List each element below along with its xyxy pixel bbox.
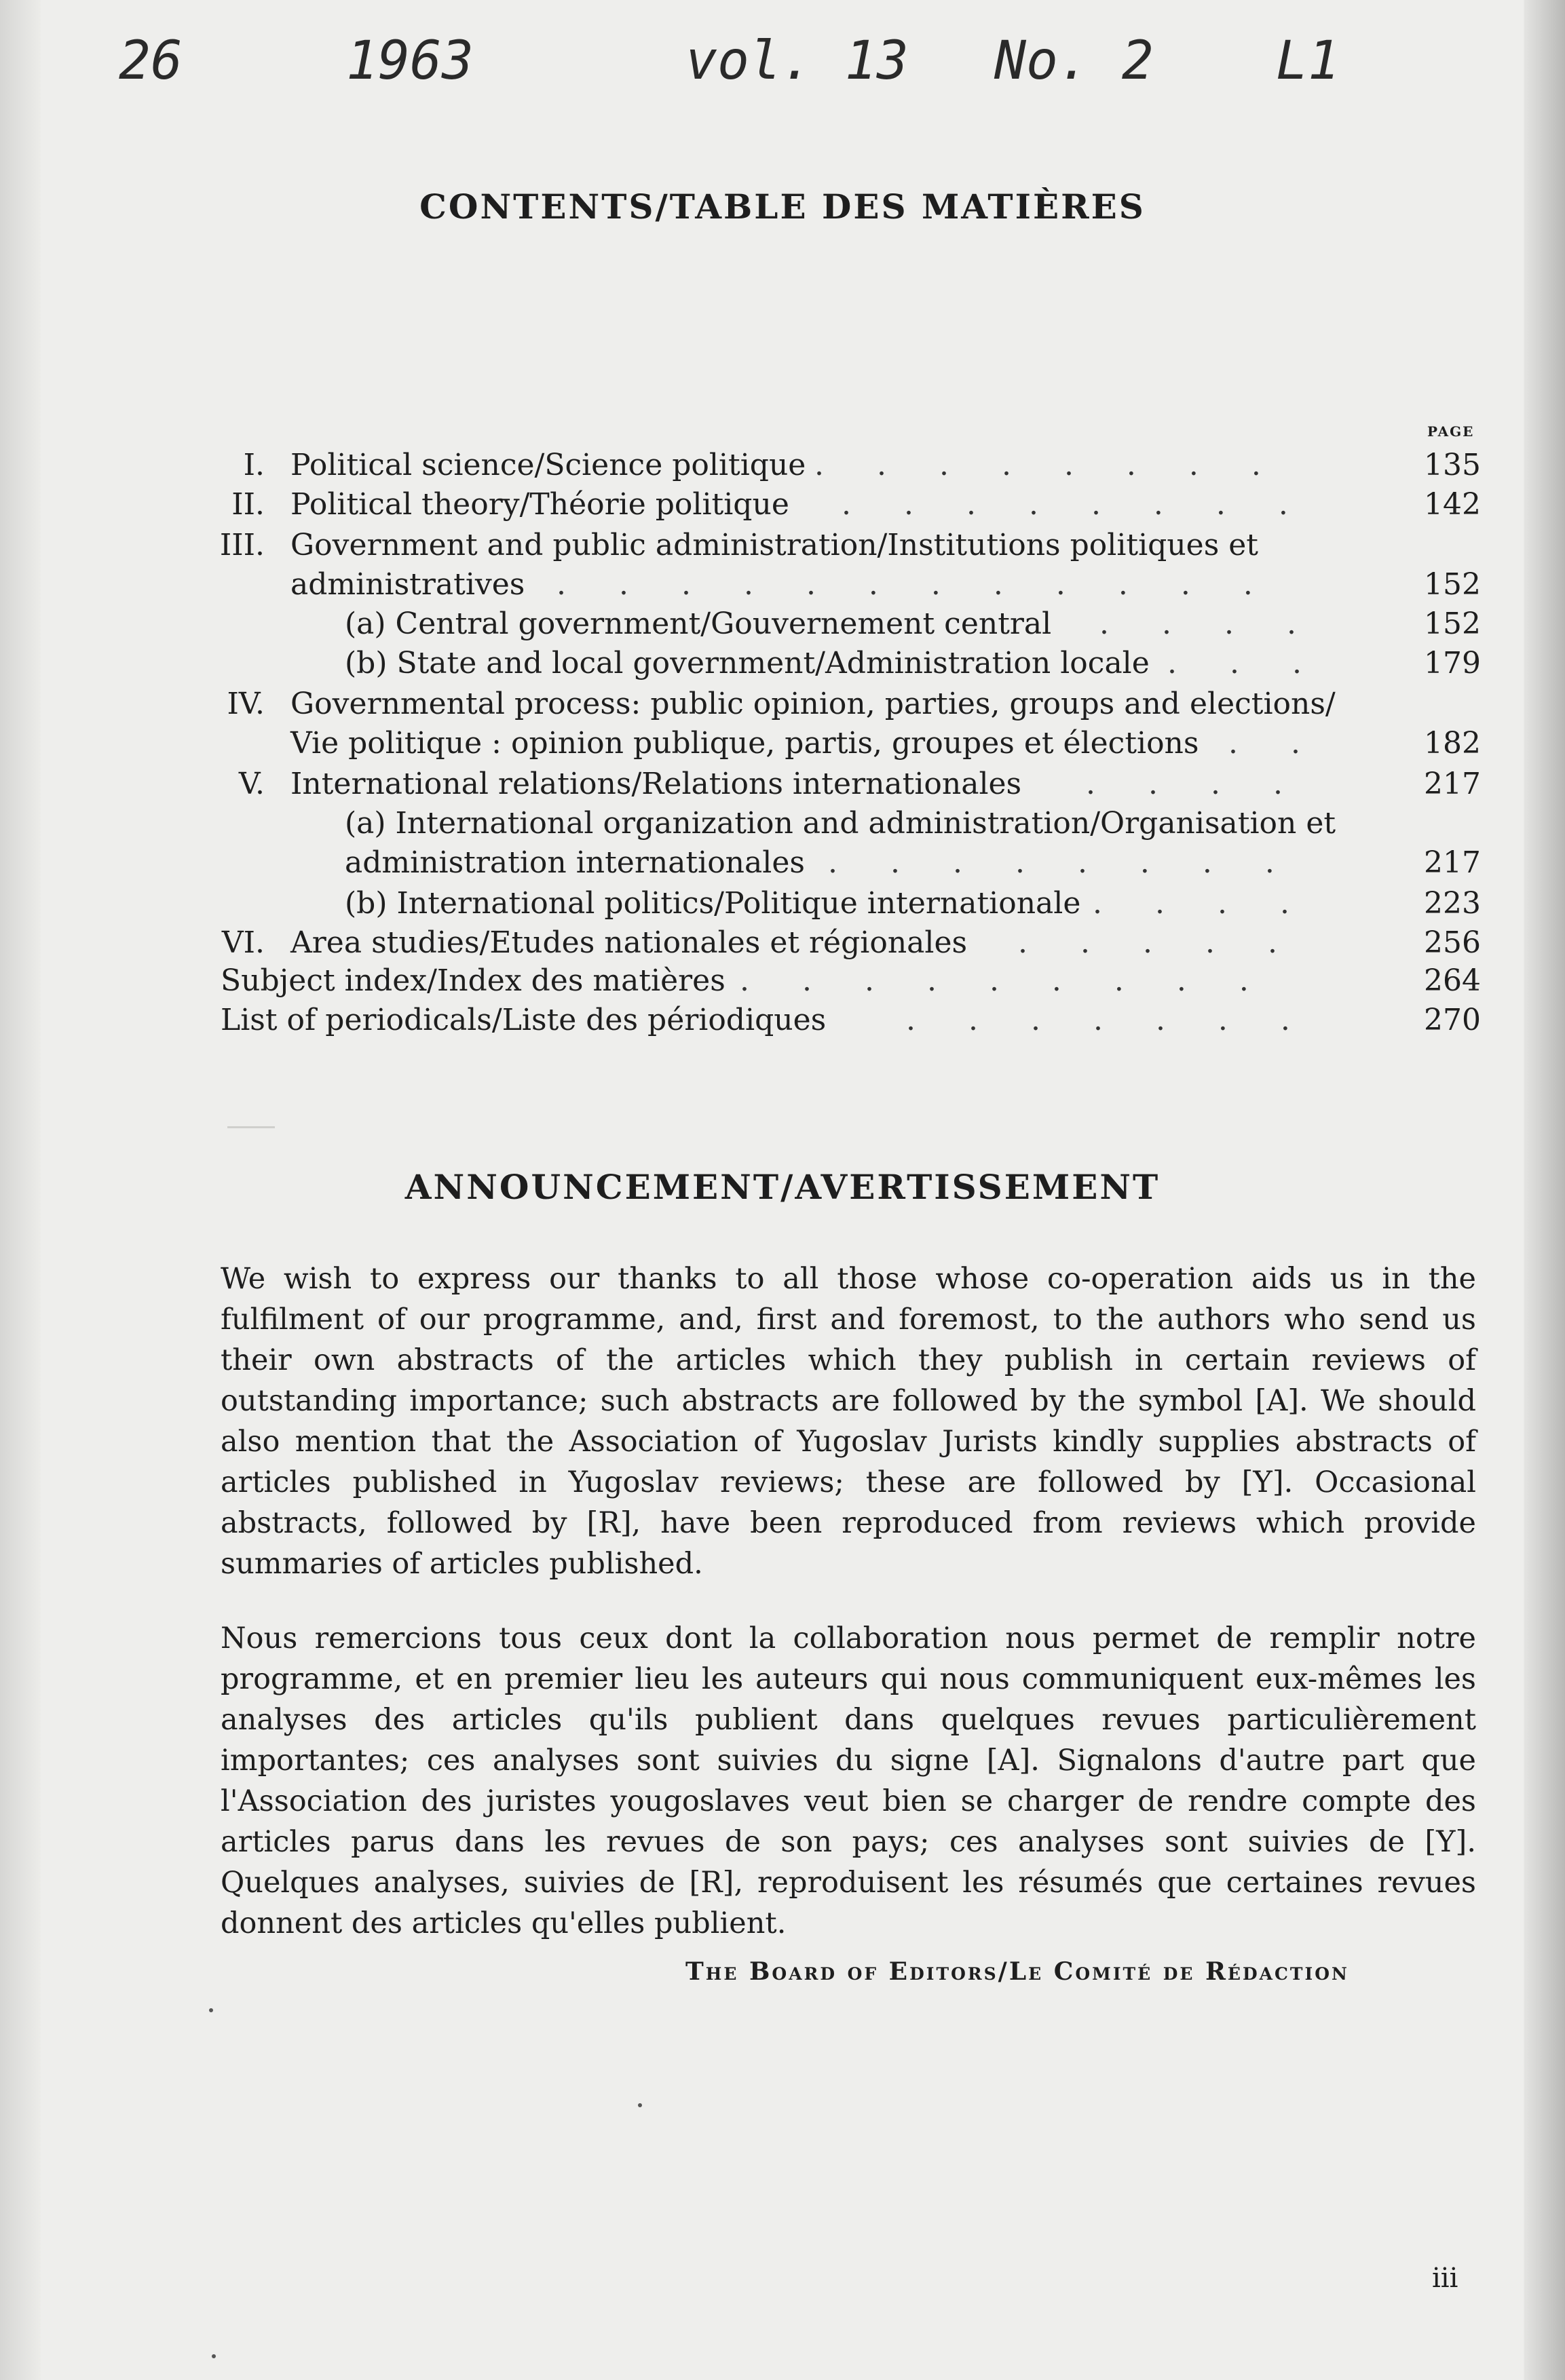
page-folio: iii: [1432, 2263, 1458, 2294]
toc-row-label: International relations/Relations internationales: [290, 767, 1022, 801]
speck: [638, 2103, 642, 2107]
toc-row-label: Governmental process: public opinion, parties, groups and elections/: [290, 687, 1336, 721]
toc-leader-dots: .....: [1018, 925, 1330, 960]
handwritten-code: L1: [1276, 31, 1340, 92]
speck: [212, 2354, 216, 2358]
toc-row: [0, 845, 1565, 885]
toc-leader-dots: ....: [1093, 886, 1342, 921]
toc-row-number: IV.: [227, 687, 265, 721]
toc-row-page: 142: [1424, 487, 1481, 522]
toc-row-label: Political science/Science politique: [290, 448, 806, 482]
contents-title: CONTENTS/TABLE DES MATIÈRES: [419, 187, 1146, 227]
toc-row-page: 217: [1424, 845, 1481, 880]
toc-leader-dots: ........: [828, 845, 1327, 880]
toc-row-label: Vie politique : opinion publique, partis, groupes et élections: [290, 726, 1199, 761]
toc-row-number: III.: [219, 528, 265, 562]
toc-row: [0, 806, 1565, 845]
toc-row-number: VI.: [221, 925, 265, 960]
toc-row: [0, 963, 1565, 1003]
toc-leader-dots: ........: [814, 448, 1314, 482]
toc-row-page: 179: [1424, 646, 1481, 680]
toc-row: [0, 886, 1565, 925]
toc-row-label: administratives: [290, 567, 525, 602]
toc-row-label: List of periodicals/Liste des périodiques: [221, 1003, 827, 1037]
toc-row-number: I.: [243, 448, 265, 482]
toc-row-label: (a) International organization and administration/Organisation et: [345, 806, 1336, 841]
toc-row: [0, 925, 1565, 965]
toc-row-label: (b) International politics/Politique internationale: [345, 886, 1081, 921]
toc-row: [0, 726, 1565, 765]
handwritten-year: 1963: [346, 31, 474, 92]
page-column-header: PAGE: [1427, 423, 1475, 440]
handwritten-ref: 26: [119, 31, 183, 92]
toc-row: [0, 767, 1565, 806]
announcement-french: Nous remercions tous ceux dont la collaboration nous permet de remplir notre programme, et en premier lieu les auteurs qui nous communiquent eux-mêmes les analyses des articles qu'ils publient dans quelques revues particulièrement importantes; ces analyses sont suivies du signe [A]. Signalons d'autre part que l'Association des juristes yougoslaves veut bien se charger de rendre compte des articles parus dans les revues de son pays; ces analyses sont suivies de [Y]. Quelques analyses, suivies de [R], reproduisent les résumés que certaines revues donnent des articles qu'elles publient.: [221, 1621, 1476, 1940]
table-of-contents: [0, 0, 1565, 1086]
toc-row-page: 270: [1424, 1003, 1481, 1037]
toc-row-label: Political theory/Théorie politique: [290, 487, 789, 522]
toc-row-number: II.: [231, 487, 265, 522]
toc-row: [0, 528, 1565, 567]
toc-row: [0, 487, 1565, 526]
toc-row: [0, 687, 1565, 726]
toc-row-page: 152: [1424, 607, 1481, 641]
toc-leader-dots: ....: [1099, 607, 1349, 641]
toc-row-page: 152: [1424, 567, 1481, 602]
toc-row-label: Subject index/Index des matières: [221, 963, 725, 998]
toc-row-label: Area studies/Etudes nationales et régionales: [290, 925, 968, 960]
toc-row-page: 135: [1424, 448, 1481, 482]
toc-leader-dots: ....: [1086, 767, 1336, 801]
editors-signature: The Board of Editors/Le Comité de Rédaction: [685, 1957, 1349, 1986]
toc-row-label: Government and public administration/Institutions politiques et: [290, 528, 1258, 562]
toc-row-page: 217: [1424, 767, 1481, 801]
speck: [209, 2008, 213, 2012]
toc-leader-dots: ..: [1228, 726, 1353, 761]
toc-row: [0, 567, 1565, 607]
toc-leader-dots: ........: [842, 487, 1341, 522]
handwritten-volume: vol. 13: [685, 31, 909, 92]
toc-row: [0, 448, 1565, 487]
toc-row: [0, 1003, 1565, 1042]
toc-row: [0, 607, 1565, 646]
toc-leader-dots: .........: [740, 963, 1302, 998]
section-divider: [227, 1126, 275, 1128]
toc-leader-dots: ............: [557, 567, 1306, 602]
toc-row-page: 256: [1424, 925, 1481, 960]
toc-row-page: 182: [1424, 726, 1481, 761]
toc-row-page: 223: [1424, 886, 1481, 921]
toc-leader-dots: ...: [1167, 646, 1355, 680]
toc-row-label: administration internationales: [345, 845, 805, 880]
toc-row-label: (b) State and local government/Administration locale: [345, 646, 1150, 680]
toc-row: [0, 646, 1565, 685]
toc-row-label: (a) Central government/Gouvernement central: [345, 607, 1052, 641]
announcement-title: ANNOUNCEMENT/AVERTISSEMENT: [404, 1167, 1161, 1207]
toc-leader-dots: .......: [906, 1003, 1343, 1037]
announcement-english: We wish to express our thanks to all those whose co-operation aids us in the fulfilment of our programme, and, first and foremost, to the authors who send us their own abstracts of the articles which they publish in certain reviews of outstanding importance; such abstracts are followed by the symbol [A]. We should also mention that the Association of Yugoslav Jurists kindly supplies abstracts of articles published in Yugoslav reviews; these are followed by [Y]. Occasional abstracts, followed by [R], have been reproduced from reviews which provide summaries of articles published.: [221, 1262, 1476, 1581]
toc-row-number: V.: [238, 767, 265, 801]
handwritten-number: No. 2: [994, 31, 1154, 92]
toc-row-page: 264: [1424, 963, 1481, 998]
